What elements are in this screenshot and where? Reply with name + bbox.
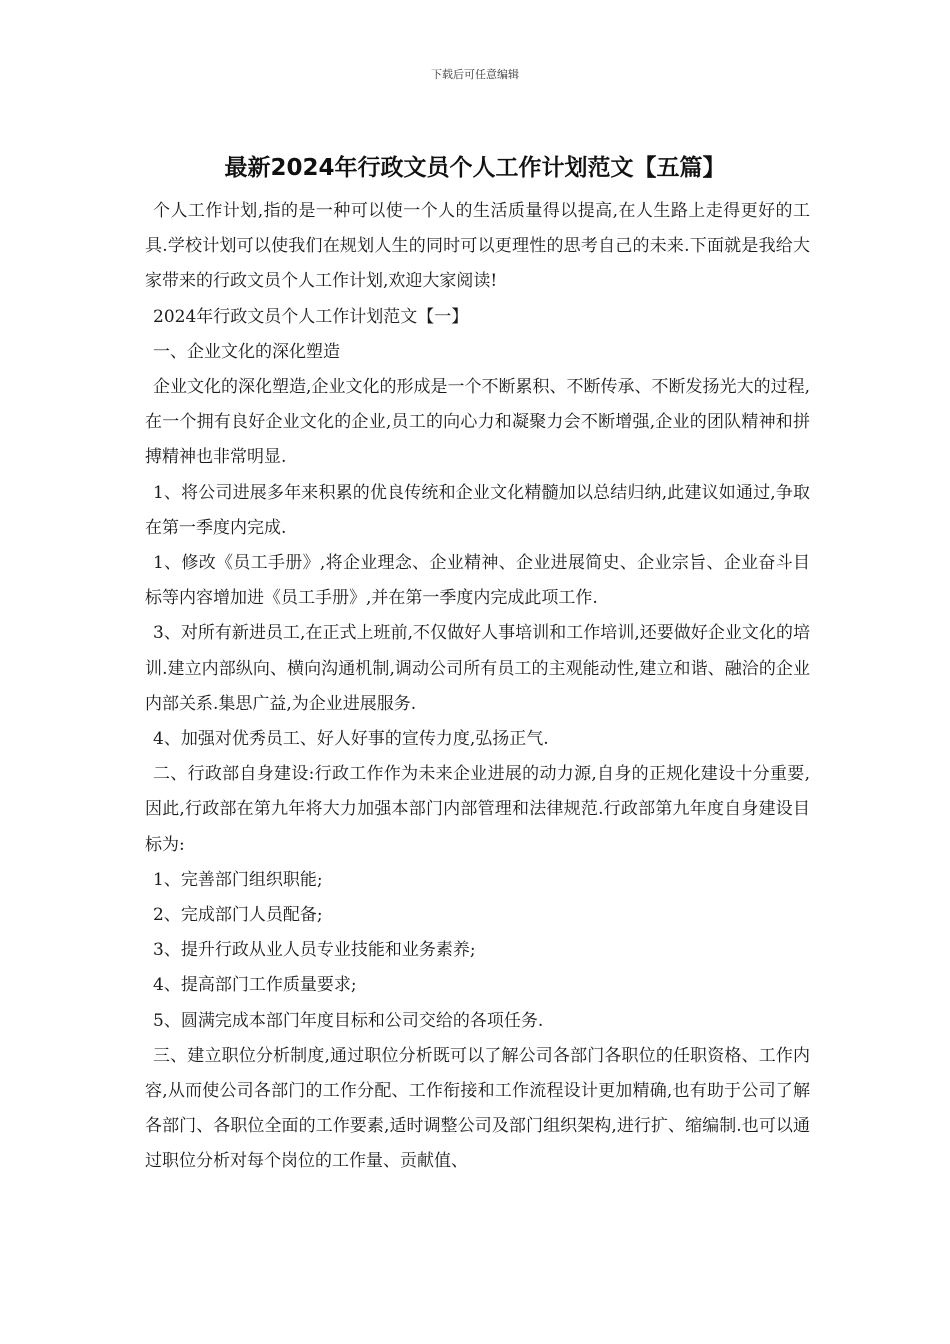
section-heading-part-one: 2024年行政文员个人工作计划范文【一】 (153, 306, 469, 327)
document-body (145, 194, 810, 1180)
list-item: 4、加强对优秀员工、好人好事的宣传力度,弘扬正气. (153, 729, 549, 750)
paragraph-culture: 企业文化的深化塑造,企业文化的形成是一个不断累积、不断传承、不断发扬光大的过程,在一个拥有良好企业文化的企业,员工的向心力和凝聚力会不断增强,企业的团队精神和拼搏精神也非常明显. (145, 377, 810, 468)
section-heading-admin-dept: 二、行政部自身建设:行政工作作为未来企业进展的动力源,自身的正规化建设十分重要,因此,行政部在第九年将大力加强本部门内部管理和法律规范.行政部第九年度自身建设目标为: (145, 764, 810, 855)
list-item: 1、完善部门组织职能; (153, 869, 323, 890)
list-item: 1、修改《员工手册》,将企业理念、企业精神、企业进展简史、企业宗旨、企业奋斗目标等内容增加进《员工手册》,并在第一季度内完成此项工作. (145, 553, 810, 609)
page-header-note: 下载后可任意编辑 (431, 68, 519, 81)
list-item: 1、将公司进展多年来积累的优良传统和企业文化精髓加以总结归纳,此建议如通过,争取在第一季度内完成. (145, 482, 810, 538)
section-heading-job-analysis: 三、建立职位分析制度,通过职位分析既可以了解公司各部门各职位的任职资格、工作内容,从而使公司各部门的工作分配、工作衔接和工作流程设计更加精确,也有助于公司了解各部门、各职位全面的工作要素,适时调整公司及部门组织架构,进行扩、缩编制.也可以通过职位分析对每个岗位的工作量、贡献值、 (145, 1045, 810, 1172)
list-item: 5、圆满完成本部门年度目标和公司交给的各项任务. (153, 1010, 544, 1031)
document-title: 最新2024年行政文员个人工作计划范文【五篇】 (224, 155, 726, 181)
list-item: 4、提高部门工作质量要求; (153, 975, 357, 996)
list-item: 2、完成部门人员配备; (153, 905, 323, 926)
list-item: 3、对所有新进员工,在正式上班前,不仅做好人事培训和工作培训,还要做好企业文化的培训.建立内部纵向、横向沟通机制,调动公司所有员工的主观能动性,建立和谐、融洽的企业内部关系.集思广益,为企业进展服务. (145, 623, 810, 714)
intro-paragraph: 个人工作计划,指的是一种可以使一个人的生活质量得以提高,在人生路上走得更好的工具.学校计划可以使我们在规划人生的同时可以更理性的思考自己的未来.下面就是我给大家带来的行政文员个人工作计划,欢迎大家阅读! (145, 201, 810, 292)
section-heading-culture: 一、企业文化的深化塑造 (153, 341, 340, 362)
list-item: 3、提升行政从业人员专业技能和业务素养; (153, 940, 476, 961)
